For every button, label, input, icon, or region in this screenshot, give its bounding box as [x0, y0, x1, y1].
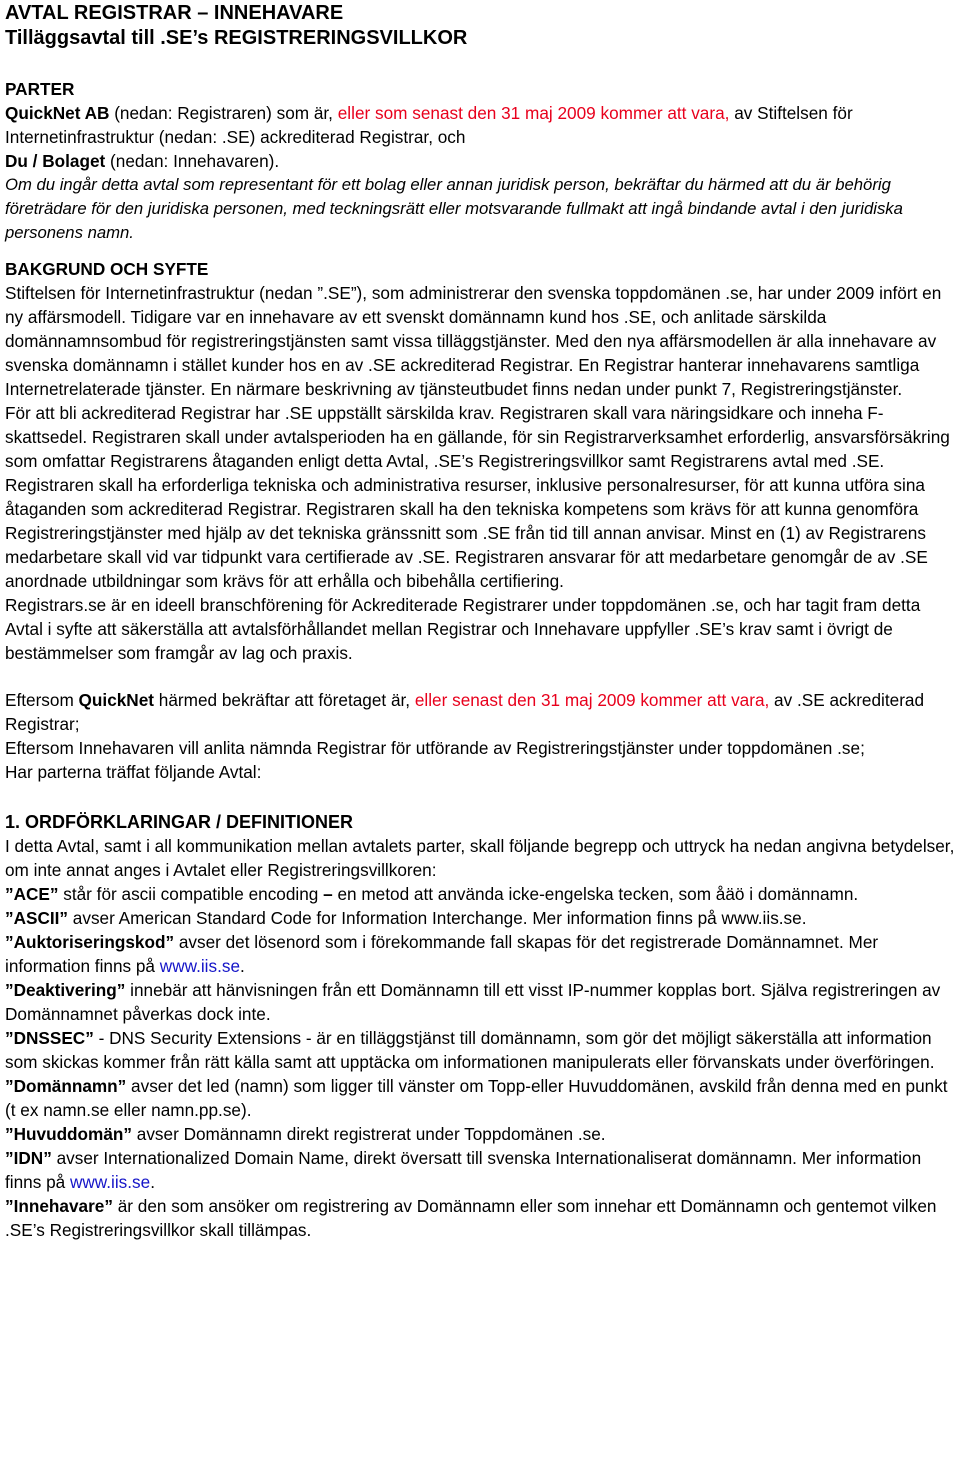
bakgrund-paragraph-1: Stiftelsen för Internetinfrastruktur (nedan ”.SE”), som administrerar den svenska toppdomänen .se, har under 2009 infört en ny affärsmodell. Tidigare var en innehavare av ett svenskt domännamn kund hos .SE, och anlitade särskilda domännamnsombud för registreringstjänsten samt vissa tilläggstjänster. Med den nya affärsmodellen är alla innehavare av svenska domännamn i stället kunder hos en av .SE ackrediterad Registrar. En Registrar hanterar innehavarens samtliga Internetrelaterade tjänster. En närmare beskrivning av tjänsteutbudet finns nedan under punkt 7, Registreringstjänster.: [5, 283, 942, 399]
eftersom-text-a: Eftersom: [5, 690, 79, 710]
definition-term: ”Innehavare”: [5, 1196, 113, 1216]
registrar-name: QuickNet AB: [5, 103, 110, 123]
definitions-intro: I detta Avtal, samt i all kommunikation mellan avtalets parter, skall följande begrepp och uttryck ha nedan angivna betydelser, om inte annat anges i Avtalet eller Registreringsvillkoren:: [5, 836, 955, 880]
holder-name: Du / Bolaget: [5, 151, 106, 171]
section-parter: [5, 77, 955, 245]
eftersom-line-2: Eftersom Innehavaren vill anlita nämnda Registrar för utförande av Registreringstjänster under toppdomänen .se;: [5, 738, 865, 758]
definition-term: ”Auktoriseringskod”: [5, 932, 175, 952]
definition-term: ”Huvuddomän”: [5, 1124, 132, 1144]
definition-item: [5, 906, 955, 930]
eftersom-text-b: härmed bekräftar att företaget är,: [154, 690, 415, 710]
definition-item: [5, 1074, 955, 1122]
definition-item: [5, 1122, 955, 1146]
definition-text: avser Internationalized Domain Name, direkt översatt till svenska Internationaliserat domännamn. Mer information finns på: [5, 1148, 922, 1192]
definition-text: innebär att hänvisningen från ett Domännamn till ett visst IP-nummer kopplas bort. Själva registreringen av Domännamnet påverkas dock inte.: [5, 980, 941, 1024]
section-eftersom: [5, 688, 955, 784]
parter-italic-note: Om du ingår detta avtal som representant för ett bolag eller annan juridisk person, bekräftar du härmed att du är behörig företrädare för den juridiska personen, med teckningsrätt eller motsvarande fullmakt att ingå bindande avtal i den juridiska personens namn.: [5, 175, 903, 242]
definition-text: står för ascii compatible encoding: [58, 884, 324, 904]
definition-item: [5, 882, 955, 906]
bakgrund-paragraph-2: För att bli ackrediterad Registrar har .SE uppställt särskilda krav. Registraren skall vara näringsidkare och inneha F-skattsedel. Registraren skall under avtalsperioden ha en gällande, för sin Registrarverksamhet erforderlig, ansvarsförsäkring som omfattar Registrarens åtaganden enligt detta Avtal, .SE’s Registreringsvillkor samt Registrarens avtal med .SE. Registraren skall ha erforderliga tekniska och administrativa resurser, inklusive personalresurser, för att kunna utföra sina åtaganden som ackrediterad Registrar. Registraren skall ha den tekniska kompetens som krävs för att kunna genomföra Registreringstjänster med hjälp av det tekniska gränssnitt som .SE från tid till annan anvisar. Minst en (1) av Registrarens medarbetare skall vid var tidpunkt vara certifierade av .SE. Registraren ansvarar för att medarbetare genomgår de av .SE anordnade utbildningar som krävs för att erhålla och bibehålla certifiering.: [5, 403, 950, 591]
section-definitions: [5, 810, 955, 1242]
definitions-list: [5, 882, 955, 1242]
eftersom-red-note: eller senast den 31 maj 2009 kommer att vara,: [414, 690, 770, 710]
definition-item: [5, 978, 955, 1026]
parter-text-a: (nedan: Registraren) som är,: [109, 103, 338, 123]
definition-item: [5, 1194, 955, 1242]
parter-paragraph-1: [5, 101, 955, 149]
section-bakgrund: [5, 257, 955, 665]
definition-dash: –: [323, 884, 333, 904]
document-page: [0, 1, 960, 1242]
eftersom-line-1: [5, 688, 955, 736]
definition-text: avser Domännamn direkt registrerat under Toppdomänen .se.: [132, 1124, 606, 1144]
parter-red-note: eller som senast den 31 maj 2009 kommer att vara,: [337, 103, 730, 123]
heading-parter: PARTER: [5, 79, 75, 99]
title-line-2: Tilläggsavtal till .SE’s REGISTRERINGSVILLKOR: [5, 26, 468, 49]
document-title: [5, 1, 955, 50]
parter-paragraph-2: [5, 149, 955, 173]
definition-link[interactable]: www.iis.se: [159, 956, 241, 976]
definition-text: - DNS Security Extensions - är en tilläggstjänst till domännamn, som gör det möjligt säkerställa att information som skickas kommer från rätt källa samt att upptäcka om informationen manipulerats eller förvanskats under överföringen.: [5, 1028, 935, 1072]
eftersom-text-c: av .SE ackrediterad Registrar;: [5, 690, 925, 734]
definition-text-continued: en metod att använda icke-engelska tecken, som åäö i domännamn.: [332, 884, 859, 904]
eftersom-line-3: Har parterna träffat följande Avtal:: [5, 762, 262, 782]
definition-item: [5, 1146, 955, 1194]
definition-text: avser American Standard Code for Information Interchange. Mer information finns på www.iis.se.: [68, 908, 807, 928]
definition-text: avser det led (namn) som ligger till vänster om Topp-eller Huvuddomänen, avskild från denna med en punkt (t ex namn.se eller namn.pp.se).: [5, 1076, 948, 1120]
definition-term: ”ASCII”: [5, 908, 69, 928]
definition-item: [5, 930, 955, 978]
heading-bakgrund: BAKGRUND OCH SYFTE: [5, 259, 209, 279]
definition-text: är den som ansöker om registrering av Domännamn eller som innehar ett Domännamn och gentemot vilken .SE’s Registreringsvillkor skall tillämpas.: [5, 1196, 937, 1240]
definition-term: ”Domännamn”: [5, 1076, 127, 1096]
definition-item: [5, 1026, 955, 1074]
definition-text: avser det lösenord som i förekommande fall skapas för det registrerade Domännamnet. Mer information finns på: [5, 932, 879, 976]
definition-term: ”ACE”: [5, 884, 59, 904]
definition-end: .: [240, 956, 245, 976]
definition-term: ”Deaktivering”: [5, 980, 126, 1000]
definition-term: ”IDN”: [5, 1148, 52, 1168]
holder-text: (nedan: Innehavaren).: [105, 151, 280, 171]
eftersom-company: QuickNet: [78, 690, 155, 710]
definition-term: ”DNSSEC”: [5, 1028, 94, 1048]
definition-link[interactable]: www.iis.se: [69, 1172, 151, 1192]
title-line-1: AVTAL REGISTRAR – INNEHAVARE: [5, 2, 344, 24]
definition-end: .: [150, 1172, 155, 1192]
parter-text-b: av Stiftelsen för Internetinfrastruktur (nedan: .SE) ackrediterad Registrar, och: [5, 103, 853, 147]
bakgrund-paragraph-3: Registrars.se är en ideell branschförening för Ackrediterade Registrarer under toppdomänen .se, och har tagit fram detta Avtal i syfte att säkerställa att avtalsförhållandet mellan Registrar och Innehavare uppfyller .SE’s krav samt i övrigt de bestämmelser som framgår av lag och praxis.: [5, 595, 921, 663]
heading-definitions: 1. ORDFÖRKLARINGAR / DEFINITIONER: [5, 812, 354, 832]
